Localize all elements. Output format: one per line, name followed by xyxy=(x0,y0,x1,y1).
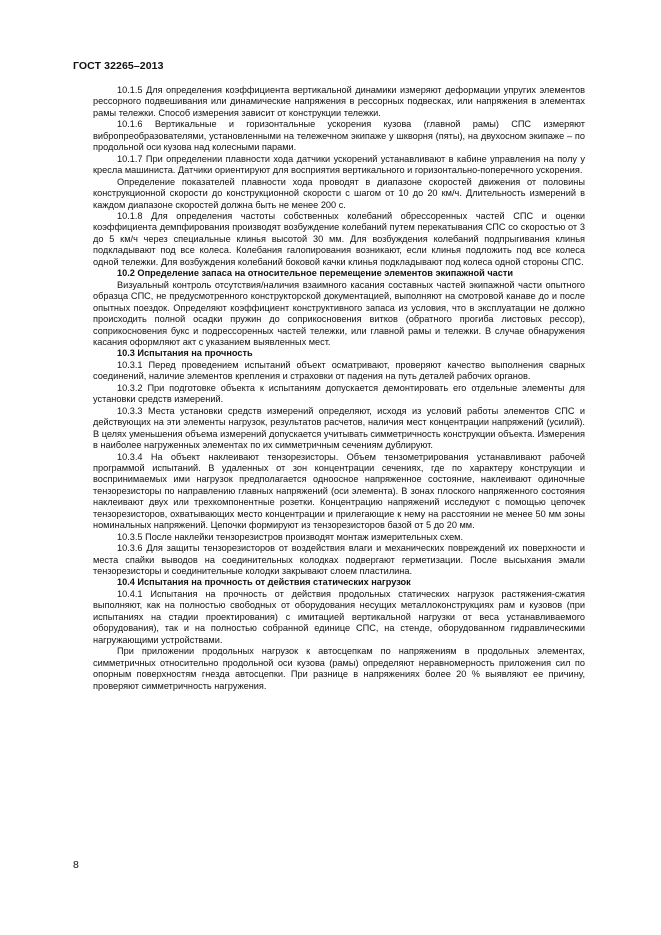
document-body xyxy=(93,85,585,692)
paragraph-10-3-5: 10.3.5 После наклейки тензорезистров производят монтаж измерительных схем. xyxy=(117,531,464,542)
paragraph-10-3-4: 10.3.4 На объект наклеивают тензорезисторы. Объем тензометрирования устанавливают рабочей программой испытаний. В удаленных от зон концентрации сечениях, где по характеру конструкции и воспринимаемых ими нагрузок предполагается одноосное напряженное состояние, наклеивают одиночные тензорезисторы по направлению главных напряжений (оси элемента). В зонах плоского напряженного состояния наклеивают двух или трехкомпонентные розетки. Концентрацию напряжений исследуют с помощью цепочек тензорезисторов, охватывающих место концентрации и прилегающие к нему на расстоянии не менее 50 мм зоны номинальных напряжений. Цепочки формируют из тензорезисторов базой от 5 до 20 мм. xyxy=(93,451,585,531)
paragraph-10-3-2: 10.3.2 При подготовке объекта к испытаниям допускается демонтировать его отдельные элементы для установки средств измерений. xyxy=(93,382,585,405)
paragraph-10-3-1: 10.3.1 Перед проведением испытаний объект осматривают, проверяют качество выполнения сварных соединений, наличие элементов крепления и страховки от падения на путь деталей рабочих органов. xyxy=(93,359,585,382)
paragraph-10-1-8: 10.1.8 Для определения частоты собственных колебаний обрессоренных частей СПС и оценки коэффициента демпфирования производят возбуждение колебаний путем перекатывания СПС со скоростью от 3 до 5 км/ч через специальные клинья высотой 30 мм. Для возбуждения колебаний подпрыгивания клинья подкладывают под все колеса. Колебания галопирования возникают, если клинья подложить под все колеса одной тележки. Для возбуждения колебаний боковой качки клинья подкладывают под колеса одной стороны СПС. xyxy=(93,210,585,267)
paragraph-10-4-1: 10.4.1 Испытания на прочность от действия продольных статических нагрузок растяжения-сжатия выполняют, как на полностью свободных от оборудования несущих металлоконструкциях рам и кузовов (при испытаниях на стадии проектирования) с имитацией вертикальной нагрузки от веса устанавливаемого оборудования), так и на полностью собранной единице СПС, на стенде, оборудованном гидравлическими нагружающими устройствами. xyxy=(93,588,585,645)
paragraph-10-1-7: 10.1.7 При определении плавности хода датчики ускорений устанавливают в кабине управления на полу у кресла машиниста. Датчики ориентируют для восприятия вертикального и горизонтально-поперечного ускорения. xyxy=(93,153,585,176)
document-header: ГОСТ 32265–2013 xyxy=(73,60,164,72)
section-heading-10-3: 10.3 Испытания на прочность xyxy=(117,348,253,359)
paragraph-10-3-3: 10.3.3 Места установки средств измерений определяют, исходя из условий работы элементов СПС и действующих на эти элементы нагрузок, результатов расчетов, наличия мест концентрации напряжений (усилий). В целях уменьшения объема измерений допускается учитывать симметричность конструкции объекта. Измерения в наиболее нагруженных элементах по их симметричным сечениям дублируют. xyxy=(93,405,585,451)
paragraph-visual-control: Визуальный контроль отсутствия/наличия взаимного касания составных частей экипажной части опытного образца СПС, не предусмотренного конструкторской документацией, выполняют на смотровой канаве до и после опытных поездок. Определяют коэффициент конструктивного запаса из условия, что в эксплуатации не должно происходить полной осадки пружин до соприкосновения витков (обратного прогиба листовых рессор), соприкосновения букс и подрессоренных частей тележки, или главной рамы и тележки. В случае обнаружения касания оформляют акт с указанием выявленных мест. xyxy=(93,279,585,347)
paragraph-ride-quality: Определение показателей плавности хода проводят в диапазоне скоростей движения от половины конструкционной скорости до конструкционной скорости с шагом от 10 до 20 км/ч. Длительность измерений в каждом диапазоне скоростей должна быть не менее 200 с. xyxy=(93,176,585,210)
paragraph-10-1-5: 10.1.5 Для определения коэффициента вертикальной динамики измеряют деформации упругих элементов рессорного подвешивания или динамические напряжения в рессорных подвесках, или напряжения в элементах рамы тележки. Способ измерения зависит от конструкции тележки. xyxy=(93,85,585,118)
paragraph-10-1-6: 10.1.6 Вертикальные и горизонтальные ускорения кузова (главной рамы) СПС измеряют вибропреобразователями, установленными на тележечном экипаже у шкворня (пяты), на двухосном экипаже – по продольной оси кузова над колесными парами. xyxy=(93,119,585,153)
section-heading-10-4: 10.4 Испытания на прочность от действия статических нагрузок xyxy=(117,577,411,588)
paragraph-longitudinal-loads: При приложении продольных нагрузок к автосцепкам по напряжениям в продольных элементах, симметричных относительно продольной оси кузова (рамы) определяют неравномерность приложения сил по опорным поверхностям гнезда автосцепки. При разнице в напряжениях более 20 % выявляют ее причину, проверяют симметричность нагружения. xyxy=(93,646,585,691)
paragraph-10-3-6: 10.3.6 Для защиты тензорезисторов от воздействия влаги и механических повреждений их поверхности и места спайки выводов на соединительных колодках подвергают герметизации. После высыхания эмали тензорезисторы и соединительные колодки закрывают слоем пластилина. xyxy=(93,543,585,577)
section-heading-10-2: 10.2 Определение запаса на относительное перемещение элементов экипажной части xyxy=(117,268,514,279)
page-number: 8 xyxy=(73,859,79,871)
